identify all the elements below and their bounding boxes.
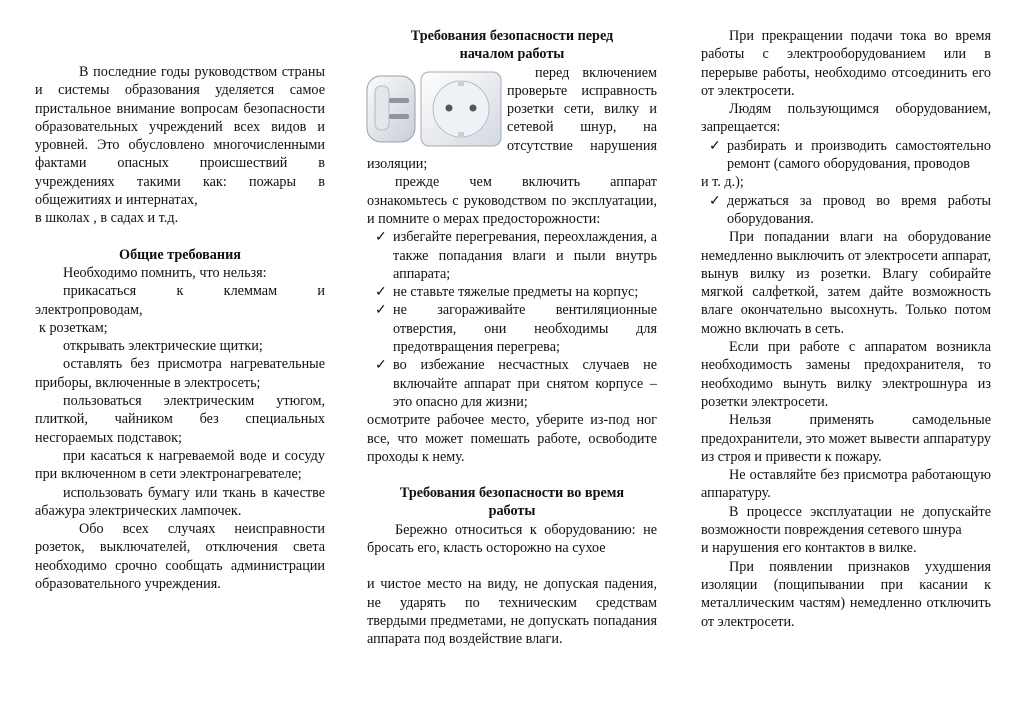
section-heading-before-work-line1: Требования безопасности перед (410, 28, 614, 44)
careful-paragraph-start: Бережно относиться к оборудованию: не бросать его, класть осторожно на сухое (367, 521, 657, 557)
section-heading-general: Общие требования (119, 246, 241, 263)
list-item: при касаться к нагреваемой воде и сосуду при включенном в сети электронагревателе; (35, 447, 325, 483)
power-socket-and-plug-photo (363, 64, 503, 148)
check-item: ✓ не загораживайте вентиляционные отверстия, они необходимы для предотвращения перегрева; (375, 302, 657, 356)
check-mark-icon: ✓ (709, 192, 721, 209)
cord-damage-paragraph: В процессе эксплуатации не допускайте возможности повреждения сетевого шнура (701, 503, 991, 539)
column-left (35, 63, 325, 593)
check-item: ✓ держаться за провод во время работы оборудования. (709, 192, 991, 227)
check-item-end: и т. д.); (701, 174, 744, 191)
cord-damage-paragraph-end: и нарушения его контактов в вилке. (701, 540, 917, 557)
moisture-paragraph: При попадании влаги на оборудование немедленно выключить от электросети аппарат, вынув вилку из розетки. Влагу собирайте мягкой салфеткой, затем дайте возможность влаге окончательно высохнуть. Только потом можно включать в сеть. (701, 229, 991, 337)
section-heading-during-work-line2: работы (488, 503, 536, 520)
fuse-paragraph: Если при работе с аппаратом возникла необходимость замены предохранителя, то необходимо вынуть вилку электрошнура из розетки электросети. (701, 339, 991, 410)
insulation-paragraph: При появлении признаков ухудшения изоляции (пощипывании при касании к металлическим частям) немедленно отключить от электросети. (701, 558, 991, 630)
intro-paragraph-end: в школах , в садах и т.д. (35, 210, 179, 227)
unattended-paragraph: Не оставляйте без присмотра работающую аппаратуру. (701, 467, 991, 502)
list-item: оставлять без присмотра нагревательные приборы, включенные в электросеть; (35, 356, 325, 391)
prohibited-lead: Людям пользующимся оборудованием, запрещается: (701, 101, 991, 136)
list-item: открывать электрические щитки; (63, 338, 263, 355)
list-item: к розеткам; (39, 319, 108, 336)
check-mark-icon: ✓ (375, 284, 387, 301)
check-item: ✓ не ставьте тяжелые предметы на корпус; (375, 284, 639, 301)
list-item: прикасаться к клеммам и электропроводам, (35, 283, 325, 318)
section-heading-before-work-line2: началом работы (459, 46, 565, 63)
lead-text: Необходимо помнить, что нельзя: (63, 264, 267, 281)
list-item: использовать бумагу или ткань в качестве абажура электрических лампочек. (35, 484, 325, 519)
check-mark-icon: ✓ (375, 302, 387, 319)
check-before-paragraph: перед включением проверьте исправность розетки сети, вилку и сетевой шнур, на отсутствие нарушения изоляции; (367, 64, 657, 173)
check-mark-icon: ✓ (375, 229, 387, 246)
column-right (701, 27, 991, 631)
check-item: ✓ избегайте перегревания, переохлаждения, а также попадания влаги и пыли внутрь аппарата; (375, 229, 657, 282)
intro-paragraph: В последние годы руководством страны и системы образования уделяется самое пристальное внимание вопросам безопасности образовательных учреждений всех видов и уровней. Это обусловлено многочисленными фактами опасных происшествий в учреждениях такими как: пожары в общежитиях и интернатах, (35, 64, 325, 209)
check-item: ✓ разбирать и производить самостоятельно ремонт (самого оборудования, проводов (709, 137, 991, 173)
final-paragraph: Обо всех случаях неисправности розеток, выключателей, отключения света необходимо срочно сообщать администрации образовательного учреждения. (35, 521, 325, 593)
check-mark-icon: ✓ (709, 137, 721, 154)
list-item: пользоваться электрическим утюгом, плиткой, чайником без специальных несгораемых подставок; (35, 393, 325, 446)
section-heading-during-work-line1: Требования безопасности во время (399, 485, 625, 502)
check-item: ✓ во избежание несчастных случаев не включайте аппарат при снятом корпусе – это опасно для жизни; (375, 357, 657, 410)
column-middle (367, 27, 657, 649)
power-off-paragraph: При прекращении подачи тока во время работы с электрооборудованием или в перерыве работы, необходимо отсоединить его от электросети. (701, 28, 991, 99)
manual-paragraph: прежде чем включить аппарат ознакомьтесь с руководством по эксплуатации, и помните о мерах предосторожности: (367, 174, 657, 227)
careful-paragraph-end: и чистое место на виду, не допуская падения, не ударять по техническим средствам твердыми предметами, не допускать попадания аппарата под воздействие влаги. (367, 576, 657, 648)
check-mark-icon: ✓ (375, 357, 387, 374)
homemade-fuse-paragraph: Нельзя применять самодельные предохранители, это может вывести аппаратуру из строя и привести к пожару. (701, 412, 991, 465)
workplace-paragraph: осмотрите рабочее место, уберите из-под ног все, что может помешать работе, освободите проходы к нему. (367, 412, 657, 465)
